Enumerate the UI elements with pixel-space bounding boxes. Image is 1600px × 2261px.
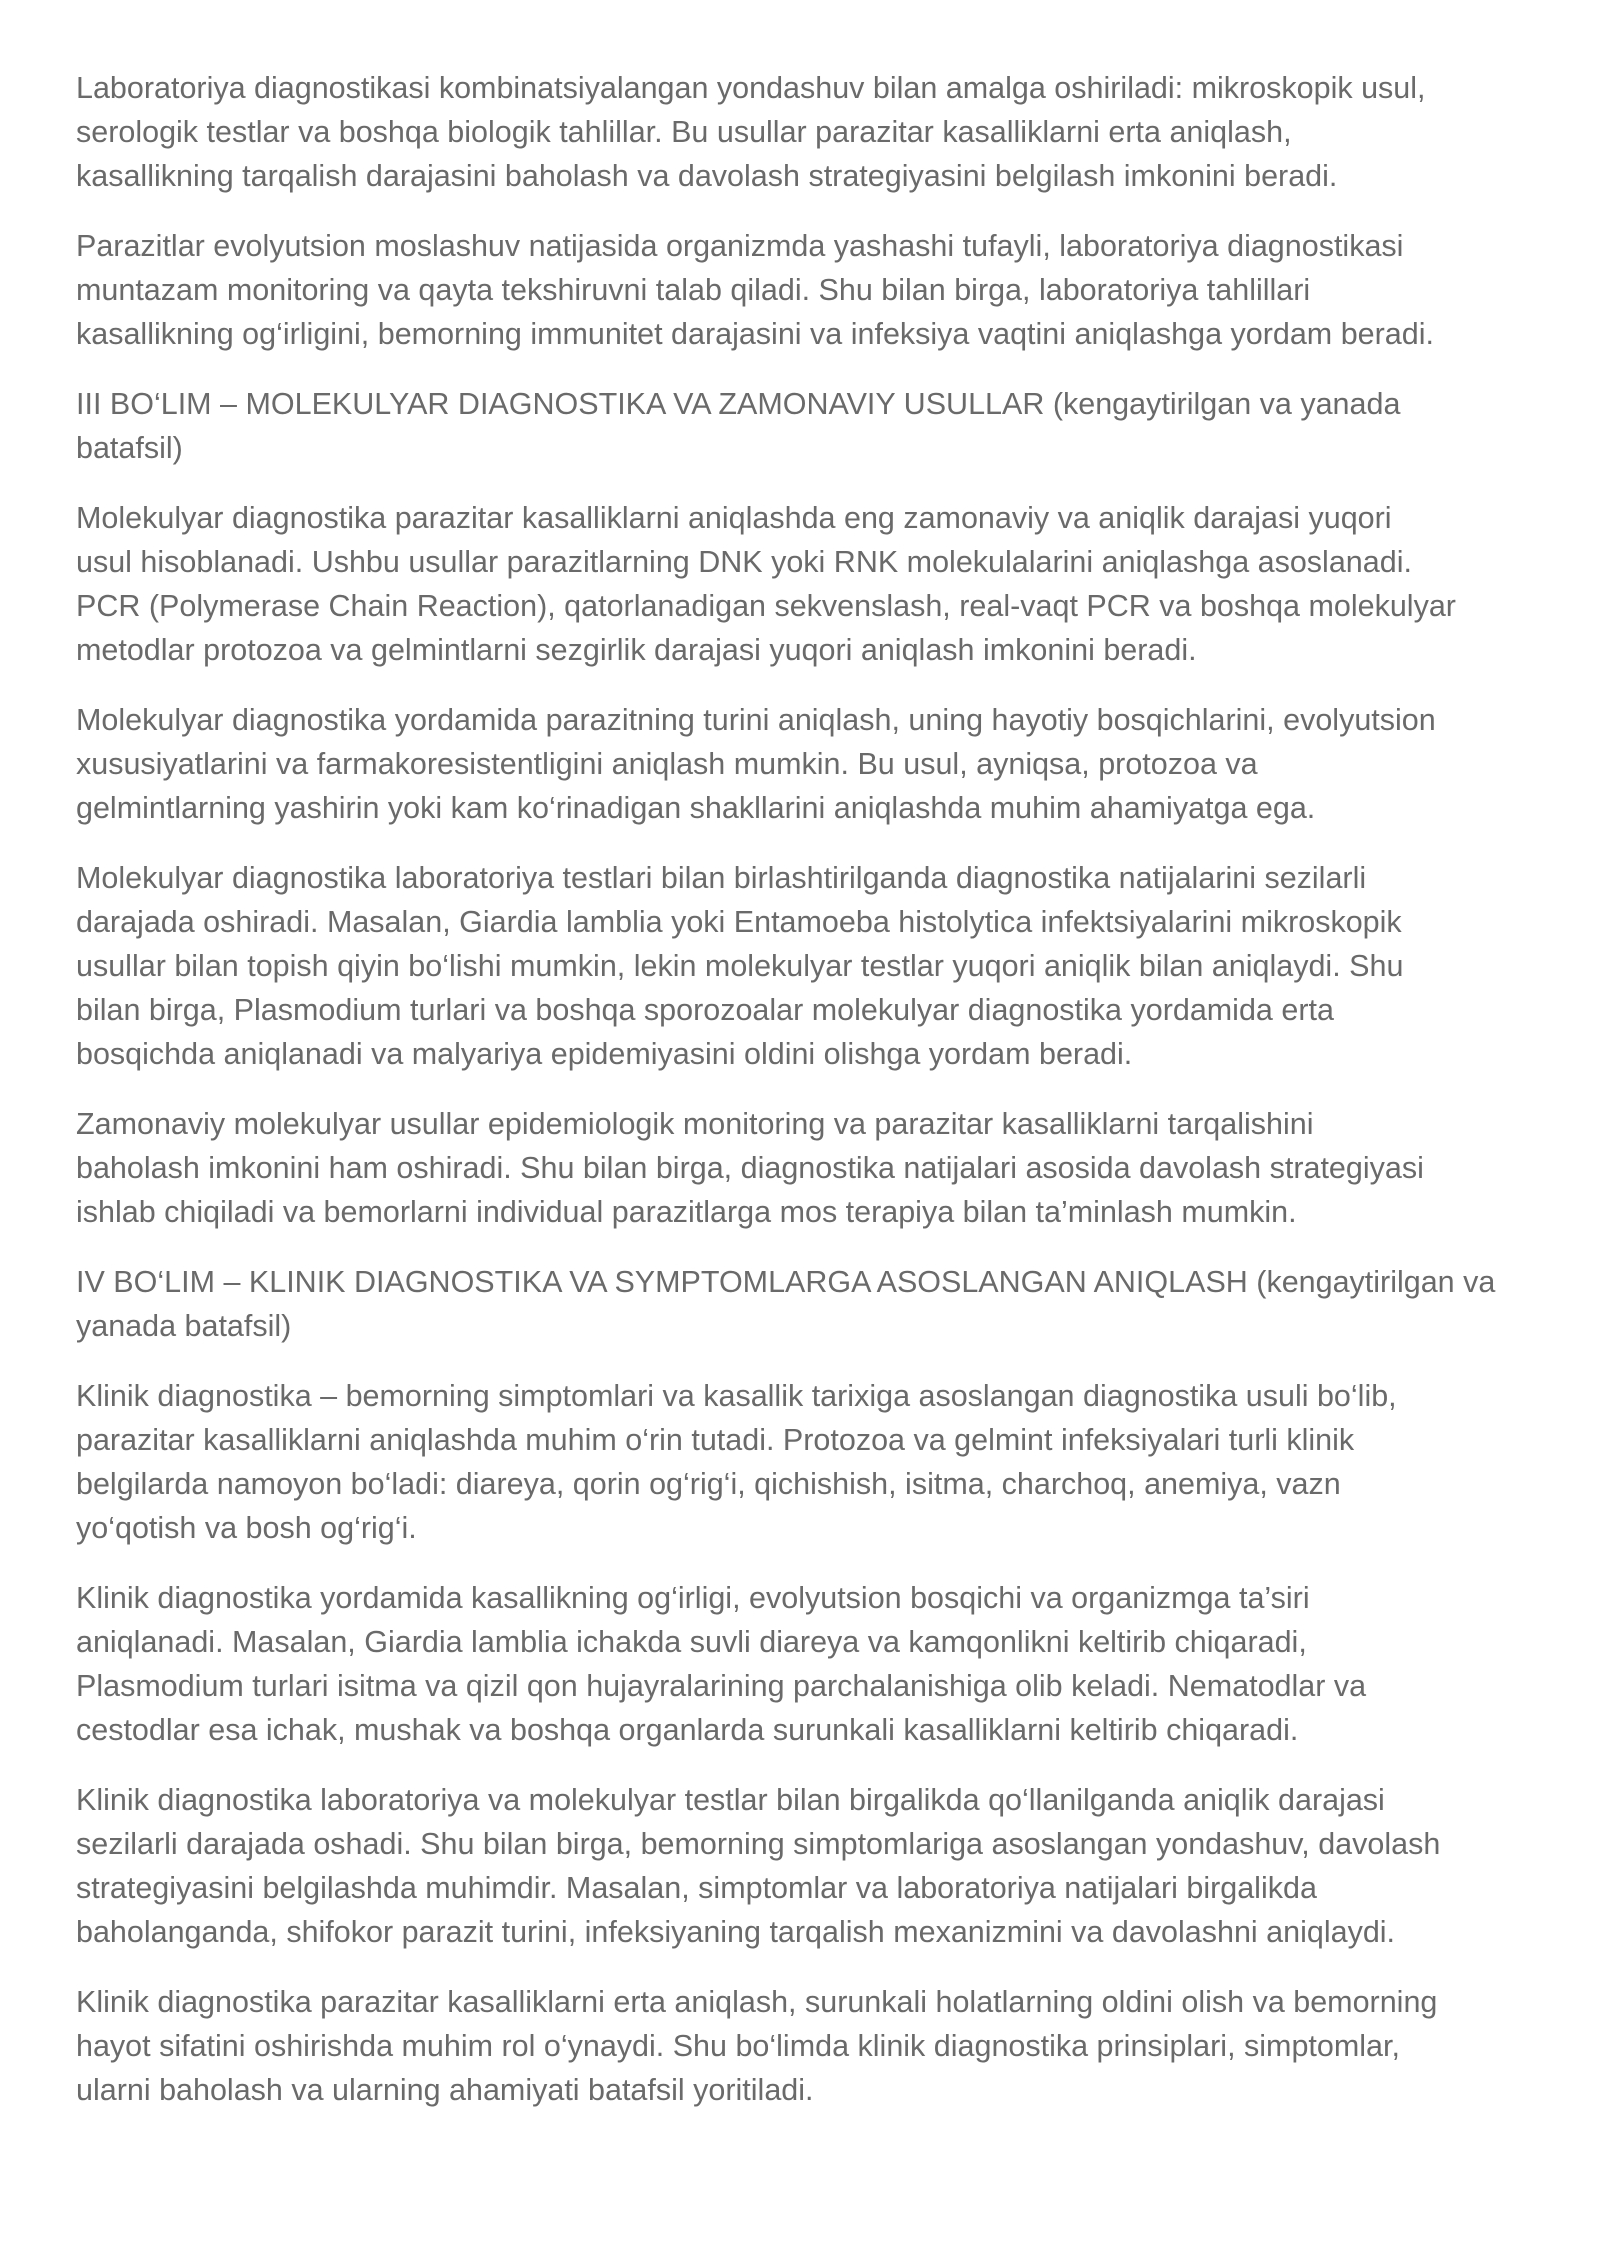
paragraph-line: darajada oshiradi. Masalan, Giardia lamblia yoki Entamoeba histolytica infektsiyalarini mikroskopik <box>76 905 1402 939</box>
paragraph-line: Laboratoriya diagnostikasi kombinatsiyalangan yondashuv bilan amalga oshiriladi: mikroskopik usul, <box>76 71 1426 105</box>
paragraph-line: usul hisoblanadi. Ushbu usullar parazitlarning DNK yoki RNK molekulalarini aniqlashga asoslanadi. <box>76 545 1412 579</box>
paragraph-line: Molekulyar diagnostika yordamida parazitning turini aniqlash, uning hayotiy bosqichlarini, evolyutsion <box>76 703 1436 737</box>
paragraph-line: xususiyatlarini va farmakoresistentligini aniqlash mumkin. Bu usul, ayniqsa, protozoa va <box>76 747 1258 781</box>
paragraph-line: usullar bilan topish qiyin bo‘lishi mumkin, lekin molekulyar testlar yuqori aniqlik bilan aniqlaydi. Shu <box>76 949 1404 983</box>
paragraph-line: Zamonaviy molekulyar usullar epidemiologik monitoring va parazitar kasalliklarni tarqalishini <box>76 1107 1314 1141</box>
paragraph-line: kasallikning tarqalish darajasini baholash va davolash strategiyasini belgilash imkonini beradi. <box>76 159 1338 193</box>
paragraph-line: metodlar protozoa va gelmintlarni sezgirlik darajasi yuqori aniqlash imkonini beradi. <box>76 633 1197 667</box>
body-paragraph <box>76 1980 1536 2112</box>
paragraph-line: Molekulyar diagnostika laboratoriya testlari bilan birlashtirilganda diagnostika natijalarini sezilarli <box>76 861 1367 895</box>
paragraph-line: sezilarli darajada oshadi. Shu bilan birga, bemorning simptomlariga asoslangan yondashuv, davolash <box>76 1827 1441 1861</box>
paragraph-line: parazitar kasalliklarni aniqlashda muhim o‘rin tutadi. Protozoa va gelmint infeksiyalari turli klinik <box>76 1423 1355 1457</box>
paragraph-line: ishlab chiqiladi va bemorlarni individual parazitlarga mos terapiya bilan ta’minlash mumkin. <box>76 1195 1297 1229</box>
heading-line: yanada batafsil) <box>76 1309 292 1343</box>
paragraph-line: bilan birga, Plasmodium turlari va boshqa sporozoalar molekulyar diagnostika yordamida erta <box>76 993 1334 1027</box>
paragraph-line: Parazitlar evolyutsion moslashuv natijasida organizmda yashashi tufayli, laboratoriya diagnostikasi <box>76 229 1404 263</box>
document-page <box>76 66 1536 2138</box>
body-paragraph <box>76 66 1536 198</box>
paragraph-line: Klinik diagnostika laboratoriya va molekulyar testlar bilan birgalikda qo‘llanilganda aniqlik darajasi <box>76 1783 1385 1817</box>
body-paragraph <box>76 1102 1536 1234</box>
paragraph-line: gelmintlarning yashirin yoki kam ko‘rinadigan shakllarini aniqlashda muhim ahamiyatga ega. <box>76 791 1316 825</box>
paragraph-line: serologik testlar va boshqa biologik tahlillar. Bu usullar parazitar kasalliklarni erta aniqlash, <box>76 115 1292 149</box>
paragraph-line: PCR (Polymerase Chain Reaction), qatorlanadigan sekvenslash, real-vaqt PCR va boshqa molekulyar <box>76 589 1456 623</box>
paragraph-line: hayot sifatini oshirishda muhim rol o‘ynaydi. Shu bo‘limda klinik diagnostika prinsiplari, simptomlar, <box>76 2029 1400 2063</box>
paragraph-line: kasallikning og‘irligini, bemorning immunitet darajasini va infeksiya vaqtini aniqlashga yordam beradi. <box>76 317 1434 351</box>
paragraph-line: baholanganda, shifokor parazit turini, infeksiyaning tarqalish mexanizmini va davolashni aniqlaydi. <box>76 1915 1396 1949</box>
heading-line: batafsil) <box>76 431 183 465</box>
paragraph-line: Klinik diagnostika – bemorning simptomlari va kasallik tarixiga asoslangan diagnostika usuli bo‘lib, <box>76 1379 1397 1413</box>
paragraph-line: Molekulyar diagnostika parazitar kasalliklarni aniqlashda eng zamonaviy va aniqlik darajasi yuqori <box>76 501 1392 535</box>
paragraph-line: ularni baholash va ularning ahamiyati batafsil yoritiladi. <box>76 2073 814 2107</box>
section-heading <box>76 382 1536 470</box>
body-paragraph <box>76 1576 1536 1752</box>
paragraph-line: aniqlanadi. Masalan, Giardia lamblia ichakda suvli diareya va kamqonlikni keltirib chiqaradi, <box>76 1625 1307 1659</box>
body-paragraph <box>76 1374 1536 1550</box>
paragraph-line: cestodlar esa ichak, mushak va boshqa organlarda surunkali kasalliklarni keltirib chiqaradi. <box>76 1713 1299 1747</box>
paragraph-line: yo‘qotish va bosh og‘rig‘i. <box>76 1511 417 1545</box>
body-paragraph <box>76 698 1536 830</box>
paragraph-line: Klinik diagnostika parazitar kasalliklarni erta aniqlash, surunkali holatlarning oldini olish va bemorning <box>76 1985 1438 2019</box>
body-paragraph <box>76 1778 1536 1954</box>
body-paragraph <box>76 856 1536 1076</box>
body-paragraph <box>76 224 1536 356</box>
paragraph-line: strategiyasini belgilashda muhimdir. Masalan, simptomlar va laboratoriya natijalari birgalikda <box>76 1871 1317 1905</box>
heading-line: III BO‘LIM – MOLEKULYAR DIAGNOSTIKA VA ZAMONAVIY USULLAR (kengaytirilgan va yanada <box>76 387 1401 421</box>
paragraph-line: bosqichda aniqlanadi va malyariya epidemiyasini oldini olishga yordam beradi. <box>76 1037 1133 1071</box>
paragraph-line: Klinik diagnostika yordamida kasallikning og‘irligi, evolyutsion bosqichi va organizmga ta’siri <box>76 1581 1310 1615</box>
paragraph-line: muntazam monitoring va qayta tekshiruvni talab qiladi. Shu bilan birga, laboratoriya tahlillari <box>76 273 1311 307</box>
body-paragraph <box>76 496 1536 672</box>
paragraph-line: Plasmodium turlari isitma va qizil qon hujayralarining parchalanishiga olib keladi. Nematodlar va <box>76 1669 1367 1703</box>
section-heading <box>76 1260 1536 1348</box>
heading-line: IV BO‘LIM – KLINIK DIAGNOSTIKA VA SYMPTOMLARGA ASOSLANGAN ANIQLASH (kengaytirilgan va <box>76 1265 1496 1299</box>
paragraph-line: belgilarda namoyon bo‘ladi: diareya, qorin og‘rig‘i, qichishish, isitma, charchoq, anemiya, vazn <box>76 1467 1341 1501</box>
paragraph-line: baholash imkonini ham oshiradi. Shu bilan birga, diagnostika natijalari asosida davolash strategiyasi <box>76 1151 1424 1185</box>
